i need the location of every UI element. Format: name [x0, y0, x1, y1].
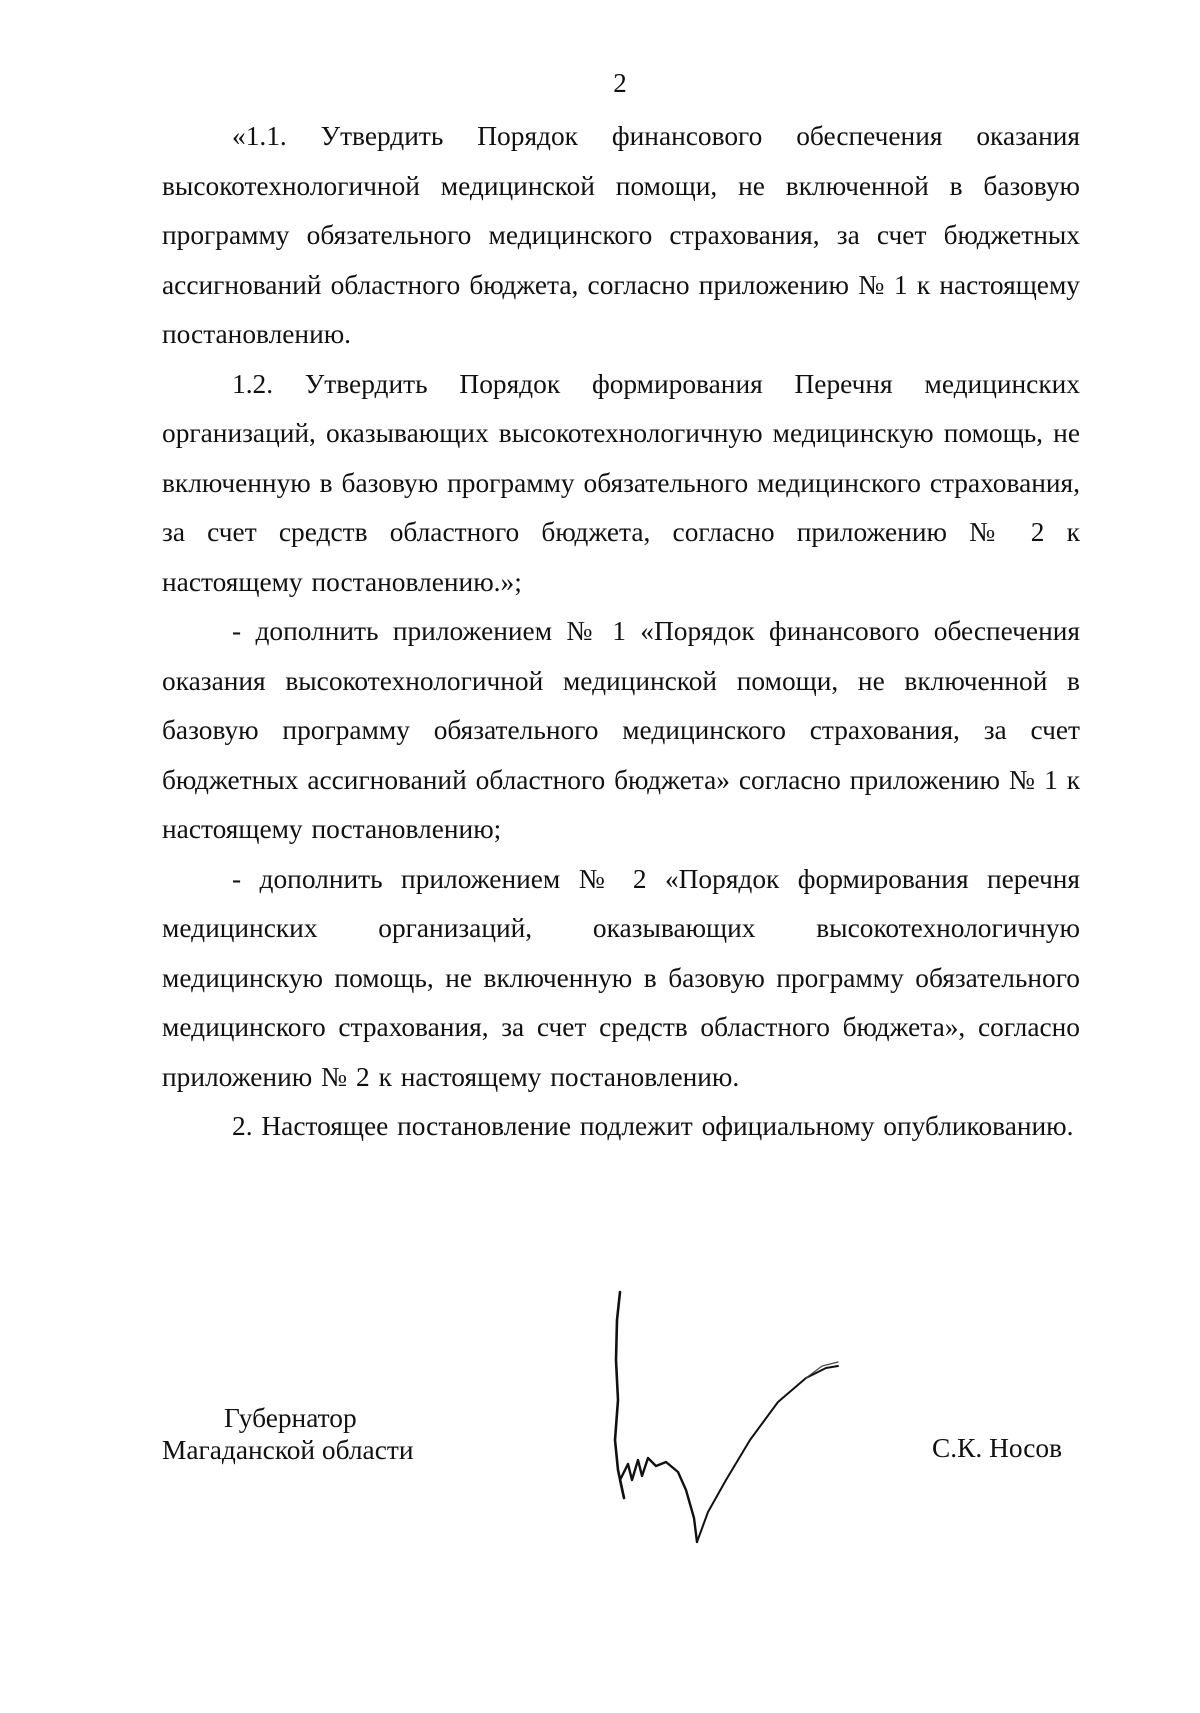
handwritten-signature [600, 1280, 890, 1550]
signature-stroke-loops [620, 1458, 697, 1542]
paragraph-appendix-2: - дополнить приложением № 2 «Порядок формирования перечня медицинских организаций, оказывающих высокотехнологичную медицинскую помощь, не включенную в базовую программу обязательного медицинского страхования, за счет средств областного бюджета», согласно приложению № 2 к настоящему постановлению. [162, 863, 1080, 1092]
paragraph-1-2: 1.2. Утвердить Порядок формирования Перечня медицинских организаций, оказывающих высокотехнологичную медицинскую помощь, не включенную в базовую программу обязательного медицинского страхования, за счет средств областного бюджета, согласно приложению № 2 к настоящему постановлению.»; [162, 368, 1080, 597]
signatory-position-line-1: Губернатор [224, 1403, 357, 1433]
signature-stroke-tail [697, 1366, 838, 1542]
document-body [162, 112, 1080, 1152]
paragraph-1-1: «1.1. Утвердить Порядок финансового обеспечения оказания высокотехнологичной медицинской помощи, не включенной в базовую программу обязательного медицинского страхования, за счет бюджетных ассигнований областного бюджета, согласно приложению № 1 к настоящему постановлению. [162, 121, 1080, 349]
signature-stroke-vertical [615, 1292, 624, 1498]
paragraph-2-publication: 2. Настоящее постановление подлежит официальному опубликованию. [232, 1111, 1074, 1141]
paragraph-appendix-1: - дополнить приложением № 1 «Порядок финансового обеспечения оказания высокотехнологичной медицинской помощи, не включенной в базовую программу обязательного медицинского страхования, за счет бюджетных ассигнований областного бюджета» согласно приложению № 1 к настоящему постановлению; [162, 616, 1080, 844]
page-number: 2 [613, 68, 627, 98]
signatory-name: С.К. Носов [932, 1433, 1063, 1463]
signatory-position-line-2: Магаданской области [162, 1435, 414, 1465]
signatory-position [162, 1402, 414, 1466]
